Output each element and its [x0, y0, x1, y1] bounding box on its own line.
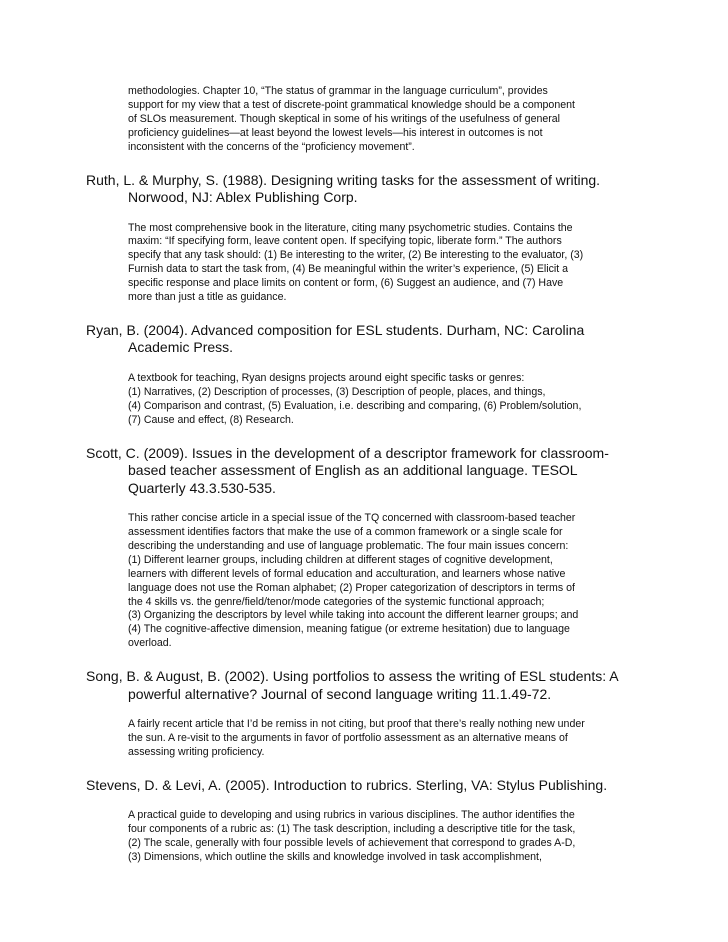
annotation: The most comprehensive book in the literature, citing many psychometric studies. Contains the maxim: “If specifying form, leave content open. If specifying topic, liberate form.” The authors specify that any task should: (1) Be interesting to the writer, (2) Be interesting to the evaluator, (3) Furnish data to start the task from, (4) Be meaningful within the writer’s experience, (5) Elicit a specific response and place limits on content or form, (6) Suggest an audience, and (7) Have more than just a title as guidance. — [128, 221, 584, 304]
annotation: A fairly recent article that I’d be remiss in not citing, but proof that there’s really nothing new under the sun. A re-visit to the arguments in favor of portfolio assessment as an alternative means of assessing writing proficiency. — [128, 718, 585, 758]
citation: Scott, C. (2009). Issues in the development of a descriptor framework for classroom- based teacher assessment of English as an additional language. TESOL Quarterly 43.3.530-535. — [86, 444, 609, 496]
citation: Ruth, L. & Murphy, S. (1988). Designing writing tasks for the assessment of writing. Norwood, NJ: Ablex Publishing Corp. — [86, 171, 601, 206]
bibliography-entry-scott — [86, 445, 668, 652]
annotation: A textbook for teaching, Ryan designs projects around eight specific tasks or genres: (1) Narratives, (2) Description of processes, (3) Description of people, places, and things, (4) Comparison and contrast, (5) Evaluation, i.e. describing and comparing, (6) Problem/solution, (7) Cause and effect, (8) Research. — [128, 371, 582, 426]
bibliography-entry-song-august — [86, 668, 668, 760]
bibliography-entry-ryan — [86, 322, 668, 428]
annotation: This rather concise article in a special issue of the TQ concerned with classroom-based teacher assessment identifies factors that make the use of a common framework or a single scale for describing the understanding and use of language problematic. The four main issues concern: (1) Different learner groups, including children at different stages of cognitive development, learners with different levels of formal education and acculturation, and learners whose native language does not use the Roman alphabet; (2) Proper categorization of descriptors in terms of the 4 skills vs. the genre/field/tenor/mode categories of the systemic functional approach; (3) Organizing the descriptors by level while taking into account the different learner groups; and (4) The cognitive-affective dimension, meaning fatigue (or extreme hesitation) due to language overload. — [128, 512, 579, 650]
citation: Ryan, B. (2004). Advanced composition for ESL students. Durham, NC: Carolina Academic Press. — [86, 321, 585, 356]
annotation: A practical guide to developing and using rubrics in various disciplines. The author identifies the four components of a rubric as: (1) The task description, including a descriptive title for the task, (2) The scale, generally with four possible levels of achievement that correspond to grades A-D, (3) Dimensions, which outline the skills and knowledge involved in task accomplishment, — [128, 809, 576, 864]
bibliography-entry-ruth-murphy — [86, 172, 668, 305]
continued-annotation: methodologies. Chapter 10, “The status of grammar in the language curriculum”, provides support for my view that a test of discrete-point grammatical knowledge should be a component of SLOs measurement. Though skeptical in some of his writings of the usefulness of general proficiency guidelines—at least beyond the lowest levels—his interest in outcomes is not inconsistent with the concerns of the “proficiency movement”. — [128, 85, 575, 153]
bibliography-entry-stevens-levi — [86, 777, 668, 865]
citation: Stevens, D. & Levi, A. (2005). Introduction to rubrics. Sterling, VA: Stylus Publishing. — [86, 776, 608, 793]
citation: Song, B. & August, B. (2002). Using portfolios to assess the writing of ESL students: A powerful alternative? Journal of second language writing 11.1.49-72. — [86, 668, 619, 702]
